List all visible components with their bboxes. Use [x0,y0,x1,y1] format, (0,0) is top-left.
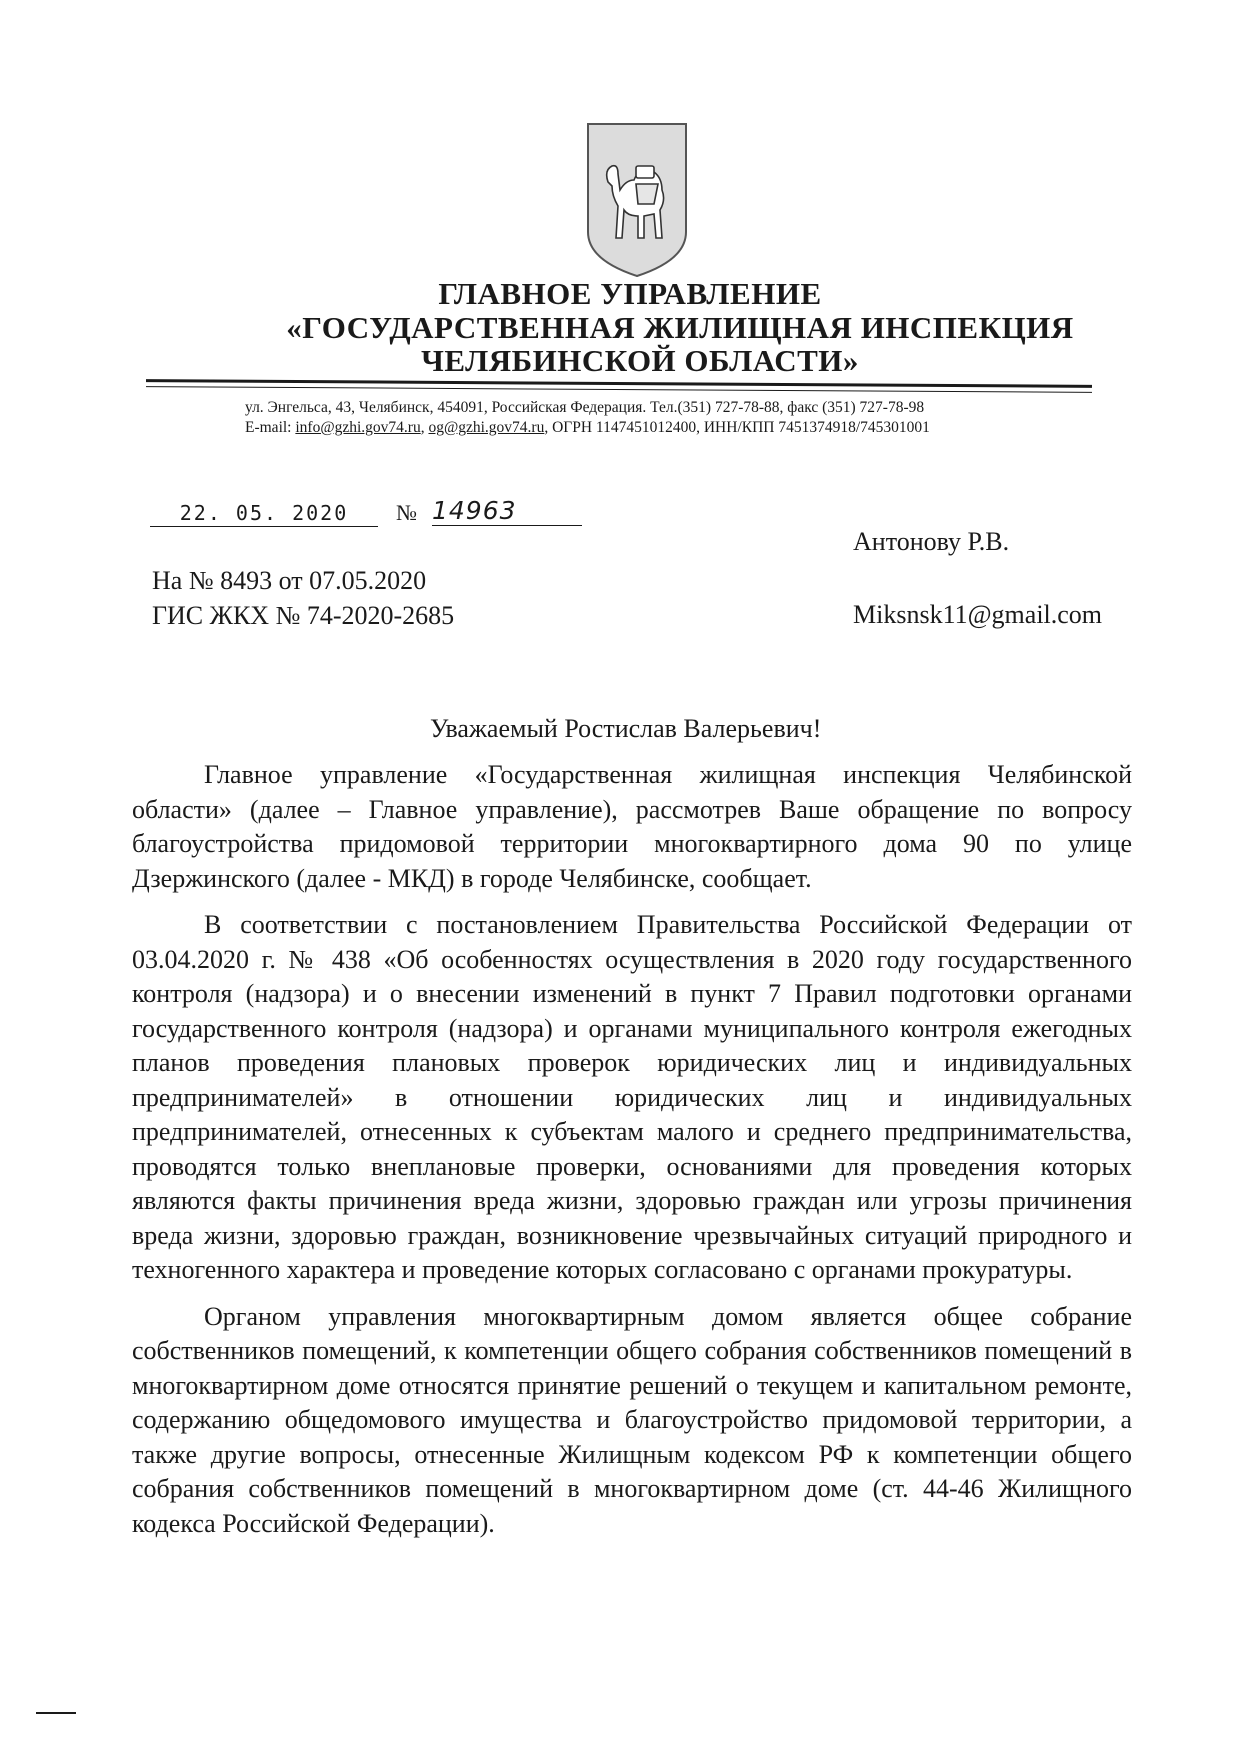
header-rule-thin [146,386,1092,393]
registration-date: 22. 05. 2020 [179,501,349,525]
recipient-name: Антонову Р.В. [853,527,1010,556]
coat-of-arms-icon [582,120,692,280]
email-line: E-mail: info@gzhi.gov74.ru, og@gzhi.gov74.ru, ОГРН 1147451012400, ИНН/КПП 7451374918/745301001 [245,419,930,436]
body-paragraph: Органом управления многоквартирным домом является общее собрание собственников помещений, к компетенции общего собрания собственников помещений в многоквартирном доме относятся принятие решений о текущем и капитальном ремонте, содержанию общедомового имущества и благоустройство придомовой территории, а также другие вопросы, отнесенные Жилищным кодексом РФ к компетенции общего собрания собственников помещений в многоквартирном доме (ст. 44-46 Жилищного кодекса Российской Федерации). [132,1301,1132,1538]
registration-number: 14963 [432,496,517,525]
contacts-block [245,398,1085,438]
reference-line2: ГИС ЖКХ № 74-2020-2685 [152,601,455,630]
recipient-email: Miksnsk11@gmail.com [853,600,1103,629]
address-line: ул. Энгельса, 43, Челябинск, 454091, Российская Федерация. Тел.(351) 727-78-88, факс (351) 727-78-98 [245,399,925,416]
email-label: E-mail: [245,419,292,436]
footer-mark [36,1712,76,1714]
letter-body [132,758,1132,1553]
reference-line1: На № 8493 от 07.05.2020 [152,566,427,595]
header-title-line1: ГЛАВНОЕ УПРАВЛЕНИЕ [438,276,822,311]
header-title-line2: «ГОСУДАРСТВЕННАЯ ЖИЛИЩНАЯ ИНСПЕКЦИЯ [286,310,1074,345]
email-link-og[interactable]: og@gzhi.gov74.ru [428,419,545,436]
registration-date-field [150,500,378,527]
email-link-info[interactable]: info@gzhi.gov74.ru [295,419,421,436]
registration-number-sign: № [396,500,417,525]
registration-ids: , ОГРН 1147451012400, ИНН/КПП 7451374918/745301001 [544,419,930,436]
salutation: Уважаемый Ростислав Валерьевич! [430,714,822,743]
header-title-line3: ЧЕЛЯБИНСКОЙ ОБЛАСТИ» [421,343,859,378]
registration-number-field [432,496,582,526]
body-paragraph: В соответствии с постановлением Правительства Российской Федерации от 03.04.2020 г. № 438 «Об особенностях осуществления в 2020 году государственного контроля (надзора) и о внесении изменений в пункт 7 Правил подготовки органами государственного контроля (надзора) и органами муниципального контроля ежегодных планов проведения плановых проверок юридических лиц и индивидуальных предпринимателей» в отношении юридических лиц и индивидуальных предпринимателей, отнесенных к субъектам малого и среднего предпринимательства, проводятся только внеплановые проверки, основаниями для проведения которых являются факты причинения вреда жизни, здоровью граждан или угрозы причинения вреда жизни, здоровью граждан, возникновение чрезвычайных ситуаций природного и техногенного характера и проведение которых согласовано с органами прокуратуры. [132,910,1132,1284]
body-paragraph: Главное управление «Государственная жилищная инспекция Челябинской области» (далее – Главное управление), рассмотрев Ваше обращение по вопросу благоустройства придомовой территории многоквартирного дома 90 по улице Дзержинского (далее - МКД) в городе Челябинске, сообщает. [132,760,1132,893]
